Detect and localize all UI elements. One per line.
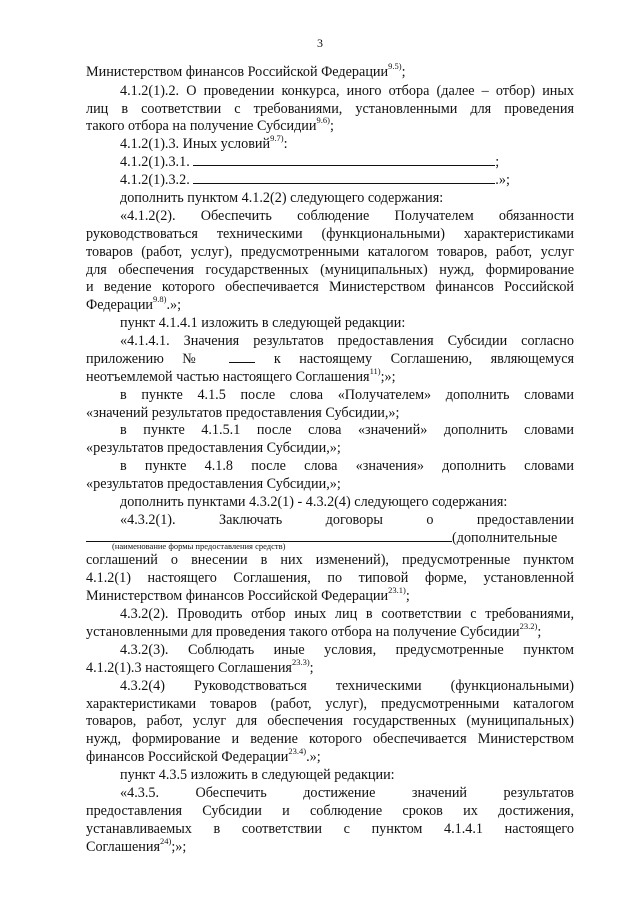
text-line: Соглашения$^{24)}$;»; [86, 836, 187, 855]
text-line: «результатов предоставления Субсидии,»; [86, 476, 341, 492]
text-line: финансов Российской Федерации$^{23.4)}$.»; [86, 746, 321, 765]
text-line: дополнить пунктом 4.1.2(2) следующего содержания: [120, 190, 444, 206]
text-line: 4.1.2(1).3 настоящего Соглашения$^{23.3)}$; [86, 657, 314, 676]
text-line: 4.1.2(1).3.1. ; [120, 154, 500, 170]
text-line: Федерации$^{9.8)}$.»; [86, 294, 182, 313]
text-line: приложению № к настоящему Соглашению, являющемуся [86, 351, 575, 367]
text-line: лиц в соответствии с требованиями, установленными для проведения [86, 101, 574, 117]
caption-fill-in: (наименование формы предоставления средств) [112, 541, 286, 551]
text-line: характеристиками товаров (работ, услуг), предусмотренными каталогом [86, 696, 574, 712]
text-line: 4.3.2(2). Проводить отбор иных лиц в соответствии с требованиями, [120, 606, 574, 622]
page-number: 3 [317, 36, 323, 50]
text-line: 4.1.2(1).3. Иных условий$^{9.7)}$: [120, 133, 288, 152]
text-line: дополнить пунктами 4.3.2(1) - 4.3.2(4) следующего содержания: [120, 494, 508, 510]
text-line: соглашений о внесении в них изменений), предусмотренные пунктом [86, 552, 574, 568]
text-line: «4.3.5. Обеспечить достижение значений результатов [120, 785, 574, 801]
text-line: 4.1.2(1).2. О проведении конкурса, иного отбора (далее – отбор) иных [120, 83, 574, 99]
text-line: 4.1.2(1).3.2. .»; [120, 172, 510, 188]
text-line: нужд, формирование и ведение которого обеспечивается Министерством [86, 731, 574, 747]
text-line: руководствоваться техническими (функциональными) характеристиками [86, 226, 574, 242]
text-line: для обеспечения государственных (муниципальных) нужд, формирование [86, 262, 574, 278]
text-line: «значений результатов предоставления Субсидии,»; [86, 405, 400, 421]
text-line: «результатов предоставления Субсидии,»; [86, 440, 341, 456]
text-line: в пункте 4.1.5 после слова «Получателем» дополнить словами [120, 387, 574, 403]
text-line: «4.3.2(1). Заключать договоры о предоставлении [120, 512, 574, 528]
text-line: и ведение которого обеспечивается Министерством финансов Российской [86, 279, 574, 295]
text-line: (дополнительные [86, 530, 574, 546]
text-line: в пункте 4.1.8 после слова «значения» дополнить словами [120, 458, 574, 474]
text-line: 4.3.2(4) Руководствоваться техническими (функциональными) [120, 678, 574, 694]
text-line: 4.3.2(3). Соблюдать иные условия, предусмотренные пунктом [120, 642, 574, 658]
text-line: «4.1.2(2). Обеспечить соблюдение Получателем обязанности [120, 208, 574, 224]
text-line: устанавливаемых в соответствии с пунктом 4.1.4.1 настоящего [86, 821, 574, 837]
text-line: товаров, работ, услуг для обеспечения государственных (муниципальных) [86, 713, 574, 729]
text-line: в пункте 4.1.5.1 после слова «значений» дополнить словами [120, 422, 574, 438]
text-line: пункт 4.3.5 изложить в следующей редакции: [120, 767, 395, 783]
text-line: Министерством финансов Российской Федерации$^{23.1)}$; [86, 585, 410, 604]
text-line: Министерством финансов Российской Федерации$^{9.5)}$; [86, 61, 406, 80]
text-line: предоставления Субсидии и соблюдение сроков их достижения, [86, 803, 574, 819]
text-line: такого отбора на получение Субсидии$^{9.6)}$; [86, 115, 334, 134]
text-line: товаров (работ, услуг), предусмотренными каталогом товаров, работ, услуг [86, 244, 574, 260]
text-line: пункт 4.1.4.1 изложить в следующей редакции: [120, 315, 406, 331]
text-line: неотъемлемой частью настоящего Соглашения$^{11)}$;»; [86, 366, 396, 385]
text-line: установленными для проведения такого отбора на получение Субсидии$^{23.2)}$; [86, 621, 542, 640]
text-line: 4.1.2(1) настоящего Соглашения, по типовой форме, установленной [86, 570, 574, 586]
text-line: «4.1.4.1. Значения результатов предоставления Субсидии согласно [120, 333, 574, 349]
